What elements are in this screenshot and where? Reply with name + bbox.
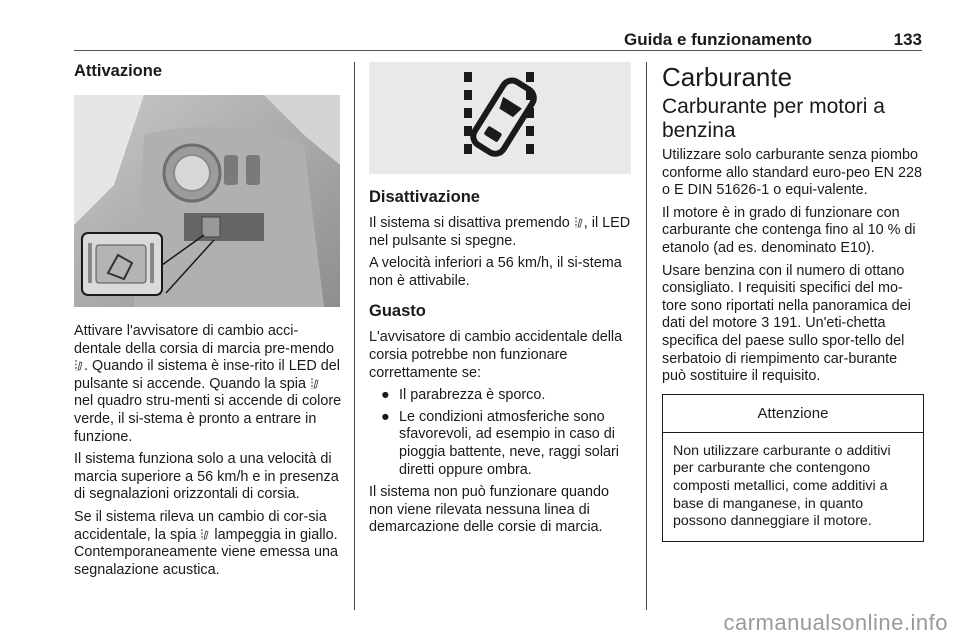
fault-paragraph-1: L'avvisatore di cambio accidentale della corsia potrebbe non funzionare correttamente se:	[369, 329, 623, 381]
deactivation-paragraph-1: Il sistema si disattiva premendo , il LED nel pulsante si spegne.	[369, 215, 631, 249]
section-title: Guida e funzionamento	[624, 30, 812, 49]
dashboard-button-photo	[74, 95, 340, 307]
warning-notice	[662, 394, 924, 542]
fuel-paragraph-2: Il motore è in grado di funzionare con carburante che contenga fino al 10 % di etanolo (ad es. denominato E10).	[662, 204, 916, 256]
fault-heading: Guasto	[369, 302, 426, 321]
watermark: carmanualsonline.info	[723, 610, 948, 635]
section-subtitle: Carburante per motori a benzina	[662, 95, 885, 142]
notice-title: Attenzione	[663, 395, 923, 433]
activation-paragraph-1: Attivare l'avvisatore di cambio acci-dentale della corsia di marcia pre-mendo . Quando il sistema è inse-rito il LED del pulsante si accende. Quando la spia nel quadro stru-menti si accende di colore verde, il si-stema è pronto a entrare in funzione.	[74, 323, 342, 445]
deactivation-heading: Disattivazione	[369, 188, 480, 206]
fuel-paragraph-3: Usare benzina con il numero di ottano consigliato. I requisiti specifici del mo-tore sono riportati nella panoramica dei dati del motore 3 191. Un'eti-chetta specifica del paese sullo spor-tello del serbatoio di riempimento car-burante può sostituire il requisito.	[662, 262, 911, 385]
list-item: ● Le condizioni atmosferiche sono sfavorevoli, ad esempio in caso di pioggia battente, neve, raggi solari diretti oppure ombra.	[381, 408, 620, 478]
column-activation	[74, 62, 342, 584]
chapter-title: Carburante	[662, 62, 793, 92]
bullet-icon: ●	[381, 408, 390, 425]
fuel-paragraph-1: Utilizzare solo carburante senza piombo conforme allo standard euro-peo EN 228 o E DIN 51626-1 o equi-valente.	[662, 147, 922, 199]
notice-body: Non utilizzare carburante o additivi per carburante che contengono composti metallici, come additivi a base di manganese, in quanto possono danneggiare il motore.	[673, 442, 891, 530]
header-rule	[74, 50, 922, 51]
page-header	[74, 30, 922, 50]
column-fuel	[662, 62, 924, 542]
lane-departure-icon	[311, 378, 319, 389]
column-divider	[646, 62, 647, 610]
lane-departure-icon	[201, 529, 209, 540]
activation-heading: Attivazione	[74, 62, 163, 80]
page-reference-link[interactable]: 3 191	[761, 315, 798, 332]
lane-departure-icon	[575, 217, 583, 228]
activation-paragraph-3: Se il sistema rileva un cambio di cor-sia accidentale, la spia lampeggia in giallo. Contemporaneamente viene emessa una segnalazione acustica.	[74, 508, 338, 578]
list-item: ● Il parabrezza è sporco.	[381, 387, 546, 404]
page-number: 133	[893, 30, 922, 49]
lane-departure-icon	[75, 360, 83, 371]
fault-paragraph-2: Il sistema non può funzionare quando non viene rilevata nessuna linea di demarcazione delle corsie di marcia.	[369, 484, 610, 536]
column-deactivation	[369, 62, 631, 542]
bullet-icon: ●	[381, 387, 390, 404]
column-divider	[354, 62, 355, 610]
activation-paragraph-2: Il sistema funziona solo a una velocità di marcia superiore a 56 km/h e in presenza di segnalazioni orizzontali di corsia.	[74, 451, 339, 503]
deactivation-paragraph-2: A velocità inferiori a 56 km/h, il si-stema non è attivabile.	[369, 255, 622, 289]
lane-departure-symbol-box	[369, 62, 631, 174]
fault-conditions-list	[369, 387, 631, 479]
